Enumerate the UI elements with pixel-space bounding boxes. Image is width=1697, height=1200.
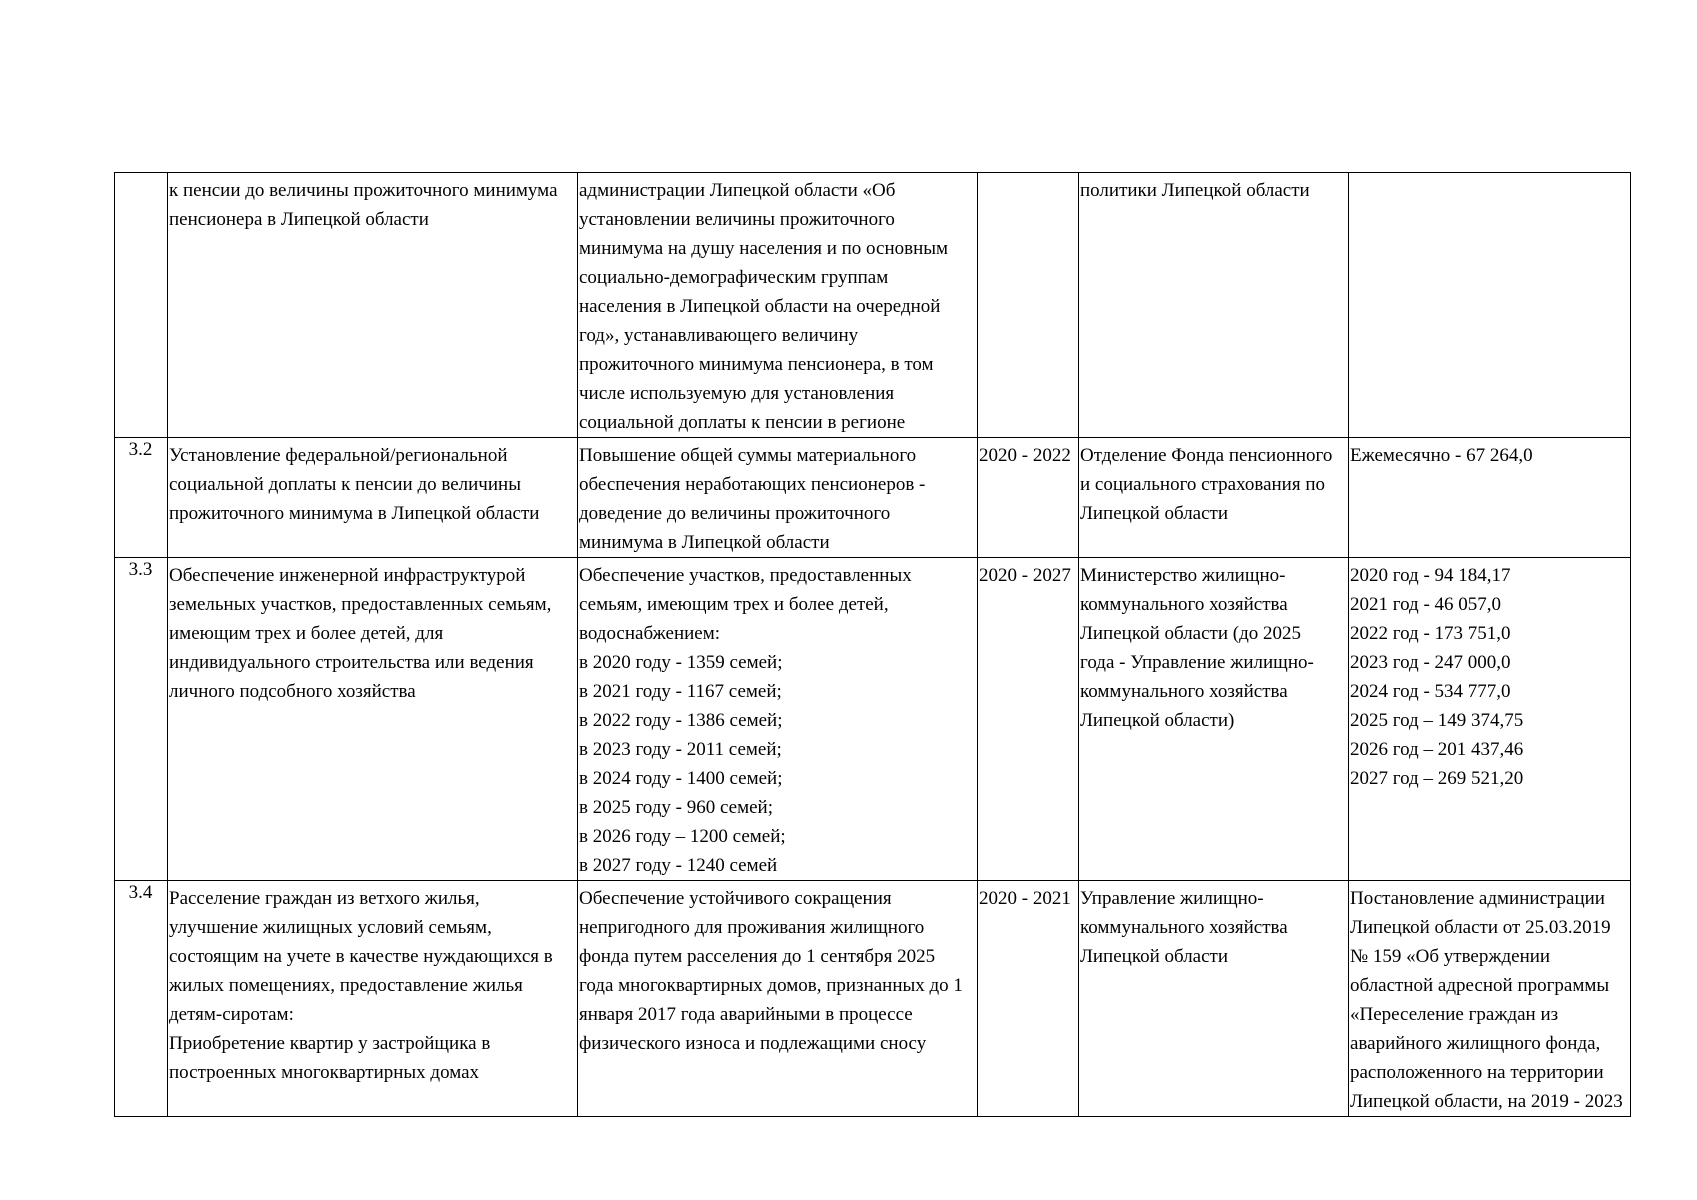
expected-result-cell: Обеспечение участков, предоставленных семьям, имеющим трех и более детей, водоснабжением: в 2020 году - 1359 семей; в 2021 году - 1167 семей; в 2022 году - 1386 семей; в 2023 году - 2011 семей; в 2024 году - 1400 семей; в 2025 году - 960 семей; в 2026 году – 1200 семей; в 2027 году - 1240 семей bbox=[578, 558, 978, 881]
funding-cell: 2020 год - 94 184,17 2021 год - 46 057,0 2022 год - 173 751,0 2023 год - 247 000,0 2024 год - 534 777,0 2025 год – 149 374,75 2026 год – 201 437,46 2027 год – 269 521,20 bbox=[1349, 558, 1631, 881]
row-number: 3.4 bbox=[115, 881, 168, 1117]
funding-cell bbox=[1349, 173, 1631, 438]
expected-result-cell: Обеспечение устойчивого сокращения непригодного для проживания жилищного фонда путем расселения до 1 сентября 2025 года многоквартирных домов, признанных до 1 января 2017 года аварийными в процессе физического износа и подлежащими сносу bbox=[578, 881, 978, 1117]
expected-result-cell: Повышение общей суммы материального обеспечения неработающих пенсионеров - доведение до величины прожиточного минимума в Липецкой области bbox=[578, 438, 978, 558]
measure-name-cell: Расселение граждан из ветхого жилья, улучшение жилищных условий семьям, состоящим на учете в качестве нуждающихся в жилых помещениях, предоставление жилья детям-сиротам: Приобретение квартир у застройщика в построенных многоквартирных домах bbox=[168, 881, 578, 1117]
period-cell: 2020 - 2022 bbox=[978, 438, 1079, 558]
row-number bbox=[115, 173, 168, 438]
measure-name-cell: к пенсии до величины прожиточного минимума пенсионера в Липецкой области bbox=[168, 173, 578, 438]
executor-cell: политики Липецкой области bbox=[1079, 173, 1349, 438]
executor-cell: Министерство жилищно- коммунального хозяйства Липецкой области (до 2025 года - Управление жилищно- коммунального хозяйства Липецкой области) bbox=[1079, 558, 1349, 881]
period-cell bbox=[978, 173, 1079, 438]
program-measures-table bbox=[114, 172, 1631, 1117]
row-number: 3.2 bbox=[115, 438, 168, 558]
funding-cell: Ежемесячно - 67 264,0 bbox=[1349, 438, 1631, 558]
measure-name-cell: Обеспечение инженерной инфраструктурой земельных участков, предоставленных семьям, имеющим трех и более детей, для индивидуального строительства или ведения личного подсобного хозяйства bbox=[168, 558, 578, 881]
executor-cell: Отделение Фонда пенсионного и социального страхования по Липецкой области bbox=[1079, 438, 1349, 558]
table-row bbox=[115, 881, 1631, 1117]
table-row bbox=[115, 558, 1631, 881]
period-cell: 2020 - 2027 bbox=[978, 558, 1079, 881]
table-row bbox=[115, 438, 1631, 558]
executor-cell: Управление жилищно- коммунального хозяйства Липецкой области bbox=[1079, 881, 1349, 1117]
table-row bbox=[115, 173, 1631, 438]
period-cell: 2020 - 2021 bbox=[978, 881, 1079, 1117]
row-number: 3.3 bbox=[115, 558, 168, 881]
measure-name-cell: Установление федеральной/региональной социальной доплаты к пенсии до величины прожиточного минимума в Липецкой области bbox=[168, 438, 578, 558]
expected-result-cell: администрации Липецкой области «Об установлении величины прожиточного минимума на душу населения и по основным социально-демографическим группам населения в Липецкой области на очередной год», устанавливающего величину прожиточного минимума пенсионера, в том числе используемую для установления социальной доплаты к пенсии в регионе bbox=[578, 173, 978, 438]
funding-cell: Постановление администрации Липецкой области от 25.03.2019 № 159 «Об утверждении областной адресной программы «Переселение граждан из аварийного жилищного фонда, расположенного на территории Липецкой области, на 2019 - 2023 bbox=[1349, 881, 1631, 1117]
